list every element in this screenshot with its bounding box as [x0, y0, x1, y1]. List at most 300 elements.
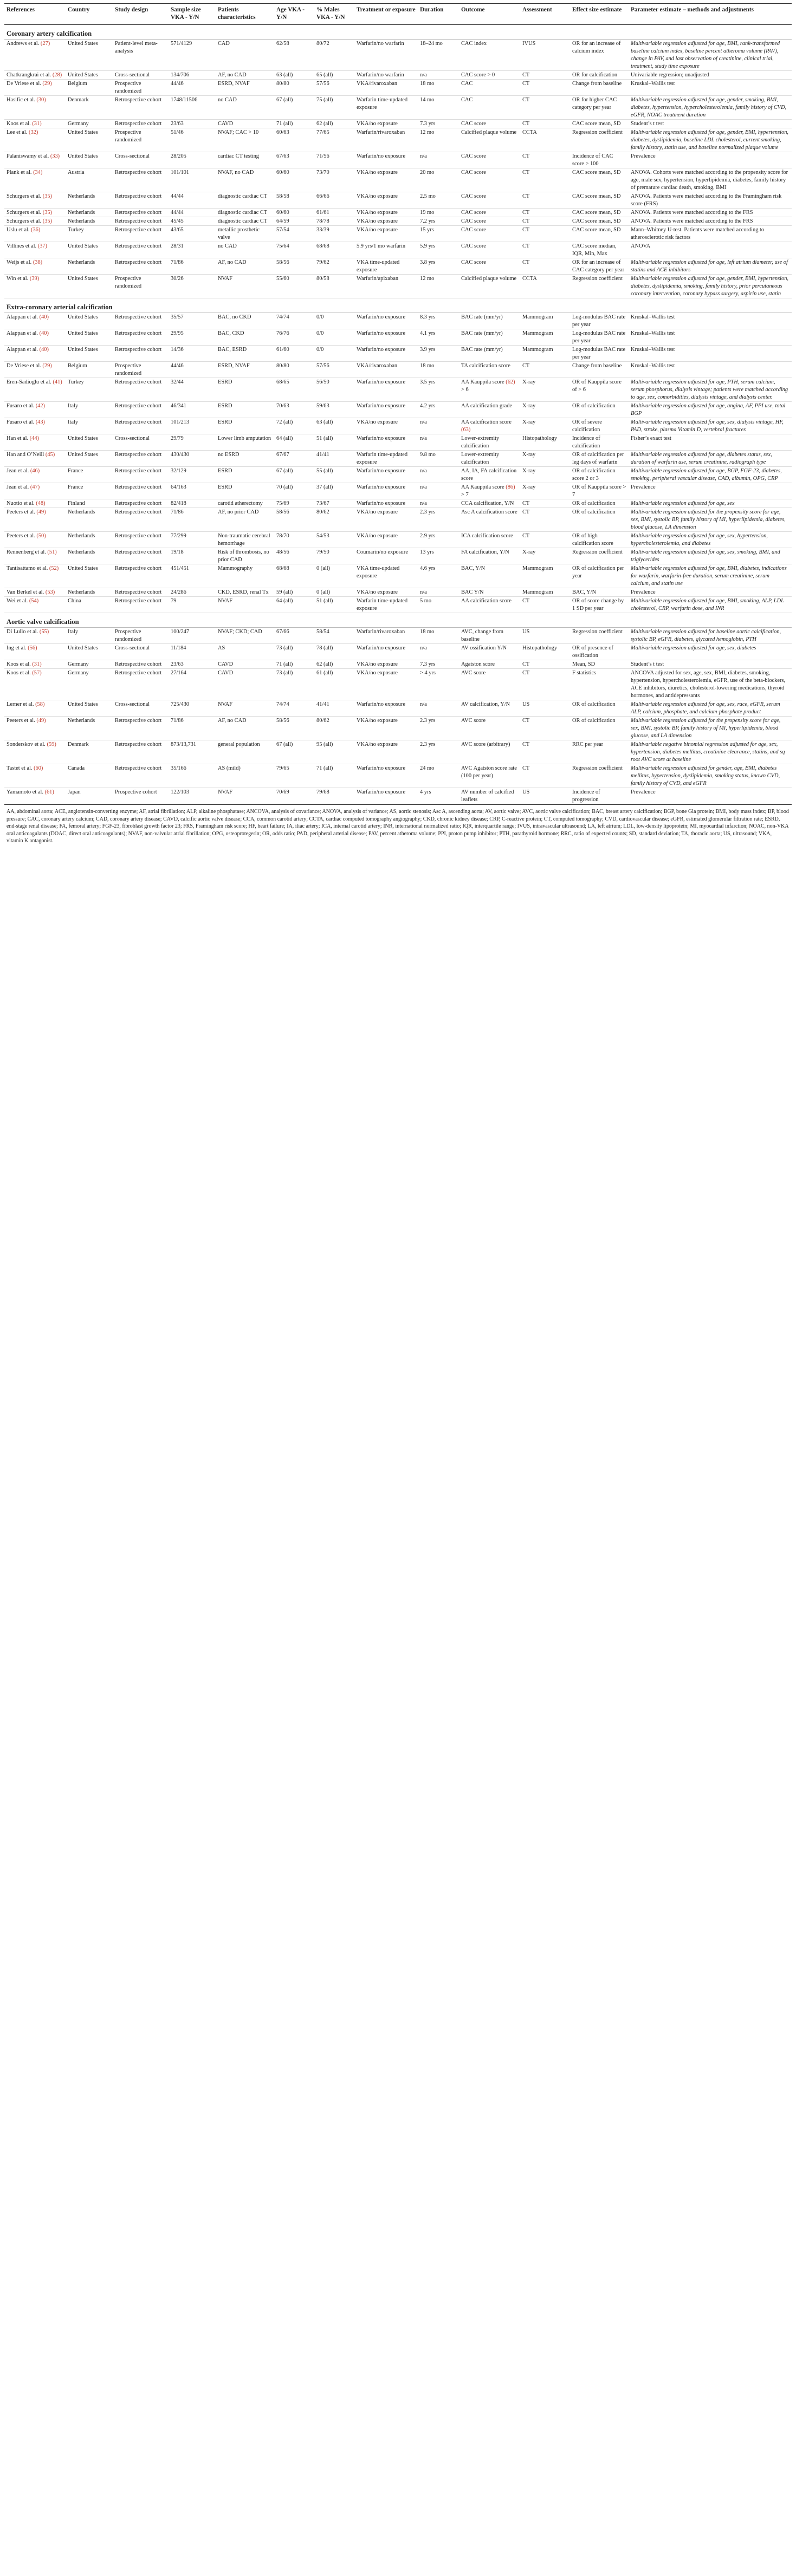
reference-link[interactable]: (45)	[45, 452, 55, 458]
cell-age: 78/70	[274, 532, 314, 548]
cell-age: 75/64	[274, 242, 314, 258]
cell-effect-size: CAC score mean, SD	[570, 226, 629, 242]
cell-reference	[4, 788, 66, 804]
cell-age: 58/56	[274, 717, 314, 740]
author-name: Alappan et al.	[7, 314, 38, 320]
reference-link[interactable]: (37)	[37, 243, 47, 249]
cell-patients: AF, no CAD	[216, 258, 274, 275]
cell-treatment: VKA/no exposure	[354, 217, 418, 226]
cell-duration: 3.9 yrs	[418, 346, 459, 362]
cell-duration: n/a	[418, 71, 459, 80]
cell-reference	[4, 644, 66, 660]
cell-patients: AF, no CAD	[216, 71, 274, 80]
cell-parameter-estimate: Multivariable regression adjusted for age, BMI, smoking, ALP, LDL cholesterol, CRP, warfarin dose, and INR	[629, 597, 792, 613]
cell-males: 73/67	[314, 499, 354, 508]
cell-assessment: X-ray	[520, 418, 570, 434]
cell-age: 58/56	[274, 258, 314, 275]
cell-patients: AF, no prior CAD	[216, 508, 274, 532]
cell-country: United States	[66, 644, 113, 660]
cell-assessment: Mammogram	[520, 329, 570, 346]
reference-link[interactable]: (43)	[35, 419, 45, 425]
cell-patients: AF, no CAD	[216, 717, 274, 740]
cell-parameter-estimate: Kruskal–Wallis test	[629, 313, 792, 329]
cell-study-design: Prospective randomized	[113, 275, 169, 298]
reference-link[interactable]: (59)	[47, 741, 56, 747]
reference-link[interactable]: (28)	[52, 72, 62, 78]
reference-link[interactable]: (32)	[28, 129, 38, 135]
cell-study-design: Retrospective cohort	[113, 346, 169, 362]
cell-duration: n/a	[418, 467, 459, 483]
cell-sample-size: 35/57	[169, 313, 216, 329]
reference-link[interactable]: (55)	[39, 629, 49, 635]
table-row	[4, 80, 792, 96]
cell-duration: n/a	[418, 588, 459, 597]
cell-treatment: VKA time-updated exposure	[354, 564, 418, 588]
reference-link[interactable]: (46)	[30, 468, 40, 474]
cell-outcome: Asc A calcification score	[459, 508, 520, 532]
reference-link[interactable]: (60)	[34, 765, 43, 771]
cell-parameter-estimate: Prevalence	[629, 588, 792, 597]
cell-age: 71 (all)	[274, 660, 314, 669]
cell-patients: diagnostic cardiac CT	[216, 192, 274, 209]
author-name: Peeters et al.	[7, 509, 35, 515]
reference-link[interactable]: (48)	[36, 500, 46, 506]
cell-reference	[4, 402, 66, 418]
cell-patients: carotid atherectomy	[216, 499, 274, 508]
cell-study-design: Retrospective cohort	[113, 192, 169, 209]
table-row	[4, 226, 792, 242]
cell-effect-size: OR of calcification	[570, 508, 629, 532]
author-name: Ing et al.	[7, 645, 27, 651]
cell-country: Austria	[66, 168, 113, 192]
cell-males: 80/58	[314, 275, 354, 298]
reference-link[interactable]: (35)	[42, 210, 53, 216]
reference-link[interactable]: (49)	[36, 718, 46, 724]
cell-parameter-estimate: Multivariable regression adjusted for age, sex, hypertension, hypercholesterolemia, and diabetes	[629, 532, 792, 548]
cell-outcome: BAC rate (mm/yr)	[459, 313, 520, 329]
table-row	[4, 669, 792, 700]
cell-patients: diagnostic cardiac CT	[216, 217, 274, 226]
cell-country: United States	[66, 434, 113, 451]
cell-parameter-estimate: Multivariable regression adjusted for age, diabetes status, sex, duration of warfarin use, serum creatinine, radiograph type	[629, 451, 792, 467]
cell-patients: CKD, ESRD, renal Tx	[216, 588, 274, 597]
table-row	[4, 700, 792, 717]
cell-treatment: VKA/rivaroxaban	[354, 80, 418, 96]
cell-reference	[4, 80, 66, 96]
cell-sample-size: 28/205	[169, 152, 216, 168]
cell-assessment: Mammogram	[520, 346, 570, 362]
reference-link[interactable]: (40)	[39, 330, 49, 336]
cell-parameter-estimate: Multivariable regression adjusted for the propensity score for age, sex, BMI, systolic BP, family history of MI, hyperlipidemia, blood glucose, and LA dimension	[629, 717, 792, 740]
cell-country: Denmark	[66, 740, 113, 764]
table-row	[4, 532, 792, 548]
cell-males: 79/68	[314, 788, 354, 804]
cell-study-design: Prospective randomized	[113, 628, 169, 644]
author-name: De Vriese et al.	[7, 363, 41, 369]
cell-outcome: CAC score	[459, 168, 520, 192]
cell-country: Netherlands	[66, 217, 113, 226]
reference-link[interactable]: (44)	[29, 435, 40, 441]
table-row	[4, 275, 792, 298]
cell-males: 58/54	[314, 628, 354, 644]
cell-assessment: CT	[520, 209, 570, 217]
cell-parameter-estimate: Multivariable regression adjusted for age, gender, BMI, hypertension, diabetes, dyslipidemia, smoking, family history, prior percutaneous coronary intervention, coronary bypass surgery, aspirin use, statin	[629, 275, 792, 298]
cell-duration: 3.8 yrs	[418, 258, 459, 275]
cell-reference	[4, 242, 66, 258]
cell-study-design: Prospective cohort	[113, 788, 169, 804]
cell-reference	[4, 258, 66, 275]
reference-link[interactable]: (41)	[53, 379, 62, 385]
cell-assessment: CCTA	[520, 275, 570, 298]
cell-duration: 18 mo	[418, 362, 459, 378]
author-name: Koos et al.	[7, 670, 31, 676]
cell-parameter-estimate: Multivariable regression adjusted for age, sex, diabetes	[629, 644, 792, 660]
cell-assessment: X-ray	[520, 548, 570, 564]
cell-age: 67/67	[274, 451, 314, 467]
cell-parameter-estimate: ANOVA. Patients were matched according to the FRS	[629, 209, 792, 217]
cell-country: United States	[66, 346, 113, 362]
cell-males: 55 (all)	[314, 467, 354, 483]
cell-age: 79/65	[274, 764, 314, 788]
cell-reference	[4, 346, 66, 362]
cell-males: 95 (all)	[314, 740, 354, 764]
cell-effect-size: Incidence of CAC score > 100	[570, 152, 629, 168]
author-name: Jean et al.	[7, 484, 29, 490]
table-row	[4, 764, 792, 788]
reference-link[interactable]: (51)	[47, 549, 57, 555]
cell-study-design: Cross-sectional	[113, 434, 169, 451]
cell-assessment: US	[520, 700, 570, 717]
cell-treatment: VKA/no exposure	[354, 168, 418, 192]
section-header-row	[4, 298, 792, 313]
cell-country: United States	[66, 275, 113, 298]
reference-link[interactable]: (49)	[36, 509, 46, 515]
cell-age: 48/56	[274, 548, 314, 564]
reference-link[interactable]: (29)	[42, 363, 52, 369]
cell-study-design: Retrospective cohort	[113, 717, 169, 740]
cell-reference	[4, 660, 66, 669]
cell-age: 80/80	[274, 80, 314, 96]
cell-age: 60/63	[274, 128, 314, 152]
reference-link[interactable]: (52)	[49, 565, 59, 571]
cell-sample-size: 35/166	[169, 764, 216, 788]
reference-link[interactable]: (35)	[42, 193, 53, 199]
cell-treatment: VKA/no exposure	[354, 532, 418, 548]
table-row	[4, 71, 792, 80]
cell-treatment: VKA/no exposure	[354, 226, 418, 242]
cell-effect-size: OR of calcification	[570, 499, 629, 508]
cell-males: 41/41	[314, 700, 354, 717]
cell-outcome: BAC rate (mm/yr)	[459, 346, 520, 362]
author-name: Peeters et al.	[7, 718, 35, 724]
table-row	[4, 96, 792, 120]
cell-treatment: Warfarin/no exposure	[354, 152, 418, 168]
table-row	[4, 467, 792, 483]
cell-assessment: Mammogram	[520, 313, 570, 329]
reference-link[interactable]: (56)	[28, 645, 37, 651]
cell-effect-size: CAC score median, IQR, Min, Max	[570, 242, 629, 258]
cell-assessment: CT	[520, 717, 570, 740]
cell-age: 70 (all)	[274, 483, 314, 499]
cell-country: United States	[66, 71, 113, 80]
cell-duration: > 4 yrs	[418, 669, 459, 700]
cell-outcome: Lower-extremity calcification	[459, 434, 520, 451]
reference-link[interactable]: (58)	[35, 701, 45, 707]
cell-assessment: CT	[520, 740, 570, 764]
cell-parameter-estimate: Multivariable regression adjusted for age, sex	[629, 499, 792, 508]
reference-link[interactable]: (61)	[44, 789, 54, 795]
cell-males: 0/0	[314, 329, 354, 346]
cell-males: 51 (all)	[314, 434, 354, 451]
cell-parameter-estimate: Multivariable regression adjusted for age, sex, dialysis vintage, HF, PAD, stroke, plasma Vitamin D, vertebral fractures	[629, 418, 792, 434]
cell-sample-size: 32/129	[169, 467, 216, 483]
cell-patients: Mammography	[216, 564, 274, 588]
table-row	[4, 499, 792, 508]
cell-reference	[4, 740, 66, 764]
cell-parameter-estimate: Multivariable regression adjusted for age, sex, race, eGFR, serum ALP, calcium, phosphate, and calcium-phosphate product	[629, 700, 792, 717]
cell-outcome: Lower-extremity calcification	[459, 451, 520, 467]
table-row	[4, 329, 792, 346]
citation-link[interactable]: (62)	[506, 379, 515, 385]
cell-parameter-estimate: Multivariable regression adjusted for age, left atrium diameter, use of statins and ACE inhibitors	[629, 258, 792, 275]
cell-assessment: CT	[520, 226, 570, 242]
reference-link[interactable]: (27)	[40, 41, 50, 47]
table-row	[4, 740, 792, 764]
cell-males: 68/68	[314, 242, 354, 258]
cell-sample-size: 79	[169, 597, 216, 613]
cell-males: 59/63	[314, 402, 354, 418]
cell-parameter-estimate: ANOVA. Patients were matched according to the Framingham risk score (FRS)	[629, 192, 792, 209]
reference-link[interactable]: (30)	[36, 97, 46, 103]
cell-reference	[4, 329, 66, 346]
reference-link[interactable]: (54)	[29, 598, 39, 604]
cell-country: France	[66, 483, 113, 499]
cell-reference	[4, 483, 66, 499]
citation-link[interactable]: (86)	[506, 484, 515, 490]
table-row	[4, 402, 792, 418]
cell-duration: 2.5 mo	[418, 192, 459, 209]
cell-effect-size: OR for an increase of calcium index	[570, 40, 629, 71]
reference-link[interactable]: (36)	[31, 227, 41, 233]
cell-reference	[4, 128, 66, 152]
cell-assessment: CT	[520, 532, 570, 548]
reference-link[interactable]: (57)	[32, 670, 42, 676]
cell-reference	[4, 717, 66, 740]
cell-treatment: Warfarin/rivaroxaban	[354, 628, 418, 644]
reference-link[interactable]: (39)	[29, 276, 40, 282]
table-row	[4, 434, 792, 451]
cell-reference	[4, 532, 66, 548]
section-header-row	[4, 613, 792, 628]
author-name: Rennenberg et al.	[7, 549, 46, 555]
cell-treatment: Warfarin/no warfarin	[354, 40, 418, 71]
author-name: Andrews et al.	[7, 41, 40, 47]
cell-treatment: VKA/no exposure	[354, 740, 418, 764]
section-header-row	[4, 25, 792, 40]
cell-assessment: CT	[520, 499, 570, 508]
citation-link[interactable]: (63)	[461, 427, 471, 433]
cell-country: Netherlands	[66, 717, 113, 740]
table-row	[4, 40, 792, 71]
cell-assessment: Mammogram	[520, 588, 570, 597]
cell-males: 57/56	[314, 80, 354, 96]
cell-parameter-estimate: Student’s t test	[629, 660, 792, 669]
cell-sample-size: 23/63	[169, 660, 216, 669]
cell-males: 63 (all)	[314, 418, 354, 434]
cell-country: United States	[66, 152, 113, 168]
cell-effect-size: Regression coefficient	[570, 548, 629, 564]
cell-country: United States	[66, 40, 113, 71]
reference-link[interactable]: (40)	[39, 347, 49, 353]
cell-patients: AS (mild)	[216, 764, 274, 788]
cell-sample-size: 14/36	[169, 346, 216, 362]
table-row	[4, 258, 792, 275]
cell-assessment: CT	[520, 217, 570, 226]
cell-duration: 14 mo	[418, 96, 459, 120]
cell-males: 78 (all)	[314, 644, 354, 660]
cell-males: 41/41	[314, 451, 354, 467]
cell-study-design: Retrospective cohort	[113, 313, 169, 329]
cell-duration: 4 yrs	[418, 788, 459, 804]
cell-treatment: VKA time-updated exposure	[354, 258, 418, 275]
author-name: Win et al.	[7, 276, 29, 282]
cell-reference	[4, 168, 66, 192]
cell-treatment: Warfarin/no exposure	[354, 346, 418, 362]
cell-age: 80/80	[274, 362, 314, 378]
cell-assessment: CT	[520, 168, 570, 192]
table-row	[4, 597, 792, 613]
cell-study-design: Retrospective cohort	[113, 499, 169, 508]
cell-reference	[4, 40, 66, 71]
cell-duration: 9.8 mo	[418, 451, 459, 467]
cell-study-design: Retrospective cohort	[113, 660, 169, 669]
cell-duration: 2.3 yrs	[418, 740, 459, 764]
cell-patients: CAD	[216, 40, 274, 71]
cell-males: 0 (all)	[314, 588, 354, 597]
reference-link[interactable]: (40)	[39, 314, 49, 320]
cell-effect-size: Mean, SD	[570, 660, 629, 669]
cell-patients: NVAF	[216, 275, 274, 298]
cell-effect-size: OR of calcification per leg days of warfarin	[570, 451, 629, 467]
cell-effect-size: OR of calcification score 2 or 3	[570, 467, 629, 483]
cell-treatment: Warfarin/no exposure	[354, 499, 418, 508]
cell-study-design: Retrospective cohort	[113, 258, 169, 275]
cell-males: 0/0	[314, 346, 354, 362]
cell-patients: diagnostic cardiac CT	[216, 209, 274, 217]
cell-treatment: VKA/no exposure	[354, 508, 418, 532]
cell-effect-size: Regression coefficient	[570, 128, 629, 152]
cell-treatment: VKA/no exposure	[354, 418, 418, 434]
cell-effect-size: F statistics	[570, 669, 629, 700]
cell-age: 63 (all)	[274, 71, 314, 80]
cell-sample-size: 23/63	[169, 120, 216, 128]
cell-study-design: Retrospective cohort	[113, 548, 169, 564]
cell-age: 64 (all)	[274, 434, 314, 451]
table-row	[4, 564, 792, 588]
cell-outcome: Calcified plaque volume	[459, 128, 520, 152]
cell-patients: Lower limb amputation	[216, 434, 274, 451]
cell-parameter-estimate: Multivariable regression adjusted for age, gender, BMI, hypertension, diabetes, dyslipidemia, baseline LDL cholesterol, current smoking, family history, statin use, and baseline normalized plaque volume	[629, 128, 792, 152]
cell-reference	[4, 275, 66, 298]
cell-males: 71/56	[314, 152, 354, 168]
reference-link[interactable]: (38)	[33, 259, 43, 265]
cell-sample-size: 24/286	[169, 588, 216, 597]
cell-study-design: Retrospective cohort	[113, 588, 169, 597]
cell-effect-size: Regression coefficient	[570, 628, 629, 644]
reference-link[interactable]: (47)	[30, 484, 40, 490]
cell-age: 60/60	[274, 209, 314, 217]
cell-study-design: Retrospective cohort	[113, 669, 169, 700]
cell-outcome: CAC score	[459, 242, 520, 258]
col-header-effect-size: Effect size estimate	[570, 4, 629, 25]
cell-treatment: VKA/no exposure	[354, 209, 418, 217]
cell-patients: no ESRD	[216, 451, 274, 467]
table-row	[4, 120, 792, 128]
reference-link[interactable]: (31)	[32, 661, 42, 667]
cell-assessment: Histopathology	[520, 434, 570, 451]
cell-parameter-estimate: Prevalence	[629, 152, 792, 168]
cell-assessment: X-ray	[520, 402, 570, 418]
cell-study-design: Retrospective cohort	[113, 451, 169, 467]
cell-study-design: Retrospective cohort	[113, 329, 169, 346]
cell-assessment: X-ray	[520, 483, 570, 499]
cell-parameter-estimate: Kruskal–Wallis test	[629, 362, 792, 378]
cell-duration: 5 mo	[418, 597, 459, 613]
table-row	[4, 242, 792, 258]
cell-study-design: Retrospective cohort	[113, 508, 169, 532]
table-body	[4, 25, 792, 804]
table-row	[4, 451, 792, 467]
author-name: Jean et al.	[7, 468, 29, 474]
cell-sample-size: 101/101	[169, 168, 216, 192]
cell-effect-size: CAC score mean, SD	[570, 192, 629, 209]
cell-country: France	[66, 467, 113, 483]
cell-reference	[4, 418, 66, 434]
cell-reference	[4, 499, 66, 508]
cell-parameter-estimate: Multivariable regression adjusted for baseline aortic calcification, systolic BP, eGFR, diabetes, glycated hemoglobin, PTH	[629, 628, 792, 644]
cell-parameter-estimate: Multivariable regression adjusted for age, BGP, FGF-23, diabetes, smoking, peripheral vascular disease, CAD, albumin, OPG, CRP	[629, 467, 792, 483]
cell-parameter-estimate: Multivariable regression adjusted for gender, age, BMI, diabetes mellitus, hypertension, dyslipidemia, smoking status, known CVD, family history of CVD, and eGFR	[629, 764, 792, 788]
reference-link[interactable]: (50)	[36, 533, 46, 539]
reference-link[interactable]: (53)	[45, 589, 55, 595]
cell-age: 62/58	[274, 40, 314, 71]
cell-assessment: CT	[520, 362, 570, 378]
reference-link[interactable]: (33)	[50, 153, 60, 159]
cell-sample-size: 44/44	[169, 192, 216, 209]
author-name: Di Lullo et al.	[7, 629, 38, 635]
reference-link[interactable]: (35)	[42, 218, 53, 224]
reference-link[interactable]: (31)	[32, 121, 42, 127]
cell-sample-size: 43/65	[169, 226, 216, 242]
cell-age: 58/56	[274, 508, 314, 532]
cell-sample-size: 77/299	[169, 532, 216, 548]
cell-patients: NVAF, no CAD	[216, 168, 274, 192]
studies-table	[4, 3, 792, 804]
cell-age: 67 (all)	[274, 96, 314, 120]
cell-reference	[4, 71, 66, 80]
table-row	[4, 168, 792, 192]
table-row	[4, 548, 792, 564]
reference-link[interactable]: (42)	[35, 403, 45, 409]
reference-link[interactable]: (29)	[42, 81, 52, 87]
cell-patients: NVAF; CKD; CAD	[216, 628, 274, 644]
reference-link[interactable]: (34)	[33, 170, 43, 175]
author-name: Yamamoto et al.	[7, 789, 43, 795]
cell-patients: CAVD	[216, 669, 274, 700]
cell-effect-size: CAC score mean, SD	[570, 217, 629, 226]
author-name: Tantisattamo et al.	[7, 565, 48, 571]
cell-duration: 4.2 yrs	[418, 402, 459, 418]
